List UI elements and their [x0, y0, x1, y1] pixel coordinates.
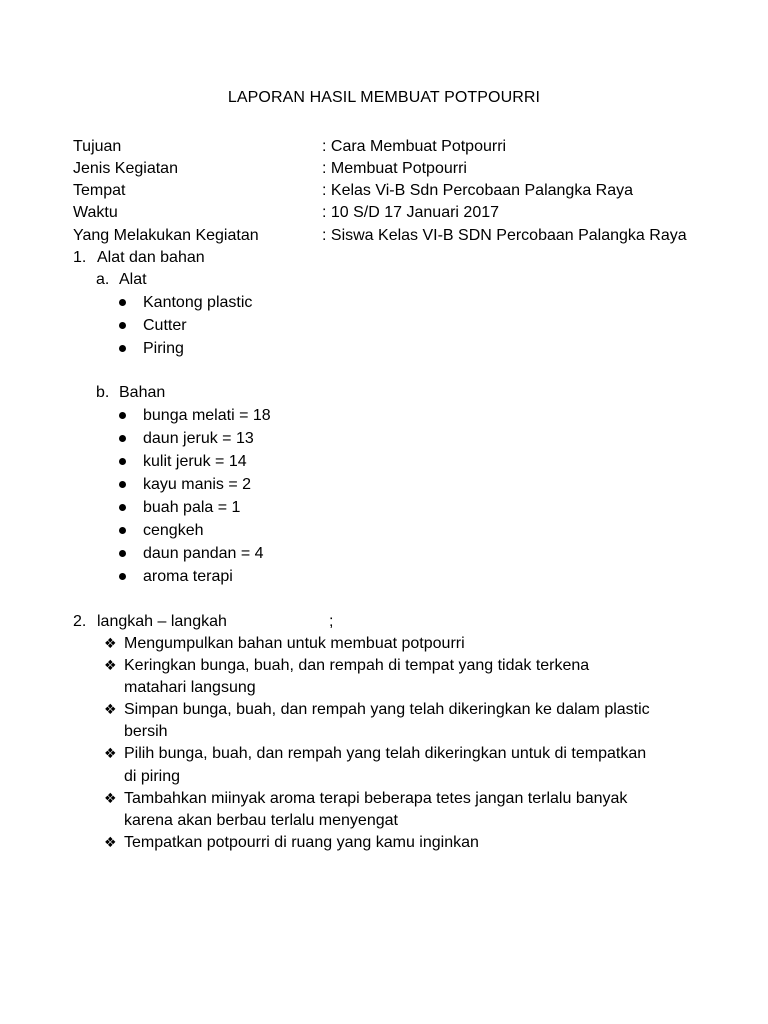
bullet-icon [119, 435, 126, 442]
document-title: LAPORAN HASIL MEMBUAT POTPOURRI [227, 89, 541, 106]
step-line: Simpan bunga, buah, dan rempah yang telah dikeringkan ke dalam plastic [124, 701, 650, 718]
info-label-tujuan: Tujuan [73, 138, 122, 155]
info-value-tempat: : Kelas Vi-B Sdn Percobaan Palangka Raya [322, 182, 634, 199]
bahan-item: bunga melati = 18 [143, 407, 271, 424]
alat-heading: Alat [119, 271, 147, 288]
bullet-icon [119, 527, 126, 534]
diamond-bullet-icon: ❖ [104, 746, 117, 762]
step-line: Tempatkan potpourri di ruang yang kamu inginkan [124, 834, 479, 851]
info-label-tempat: Tempat [73, 182, 126, 199]
step-line: Mengumpulkan bahan untuk membuat potpourri [124, 635, 465, 652]
diamond-bullet-icon: ❖ [104, 791, 117, 807]
bahan-marker: b. [96, 384, 110, 401]
diamond-bullet-icon: ❖ [104, 636, 117, 652]
bahan-item: buah pala = 1 [143, 499, 241, 516]
alat-marker: a. [96, 271, 110, 288]
step-line-continued: di piring [124, 768, 181, 785]
bullet-icon [119, 322, 126, 329]
step-line-continued: bersih [124, 723, 168, 740]
bahan-heading: Bahan [119, 384, 166, 401]
bahan-item: daun jeruk = 13 [143, 430, 254, 447]
info-label-waktu: Waktu [73, 204, 118, 221]
info-label-jenis-kegiatan: Jenis Kegiatan [73, 160, 178, 177]
step-line: Tambahkan miinyak aroma terapi beberapa tetes jangan terlalu banyak [124, 790, 628, 807]
step-line-continued: matahari langsung [124, 679, 256, 696]
bahan-item: kayu manis = 2 [143, 476, 252, 493]
alat-item: Cutter [143, 317, 187, 334]
bullet-icon [119, 412, 126, 419]
diamond-bullet-icon: ❖ [104, 702, 117, 718]
bahan-item: aroma terapi [143, 568, 233, 585]
section1-heading: Alat dan bahan [97, 249, 205, 266]
alat-item: Kantong plastic [143, 294, 253, 311]
section1-number: 1. [73, 249, 87, 266]
step-line: Pilih bunga, buah, dan rempah yang telah dikeringkan untuk di tempatkan [124, 745, 647, 762]
bullet-icon [119, 504, 126, 511]
diamond-bullet-icon: ❖ [104, 658, 117, 674]
bahan-item: daun pandan = 4 [143, 545, 264, 562]
info-value-pelaksana: : Siswa Kelas VI-B SDN Percobaan Palangka Raya [322, 227, 687, 244]
bullet-icon [119, 299, 126, 306]
section2-heading: langkah – langkah [97, 613, 227, 630]
info-label-pelaksana: Yang Melakukan Kegiatan [73, 227, 259, 244]
bullet-icon [119, 550, 126, 557]
step-line: Keringkan bunga, buah, dan rempah di tempat yang tidak terkena [124, 657, 590, 674]
step-line-continued: karena akan berbau terlalu menyengat [124, 812, 398, 829]
bullet-icon [119, 345, 126, 352]
info-value-waktu: : 10 S/D 17 Januari 2017 [322, 204, 500, 221]
diamond-bullet-icon: ❖ [104, 835, 117, 851]
bullet-icon [119, 573, 126, 580]
info-value-tujuan: : Cara Membuat Potpourri [322, 138, 507, 155]
section2-number: 2. [73, 613, 87, 630]
bahan-item: kulit jeruk = 14 [143, 453, 247, 470]
alat-item: Piring [143, 340, 184, 357]
info-value-jenis-kegiatan: : Membuat Potpourri [322, 160, 467, 177]
bullet-icon [119, 458, 126, 465]
section2-colon: ; [329, 613, 334, 630]
bahan-item: cengkeh [143, 522, 204, 539]
bullet-icon [119, 481, 126, 488]
